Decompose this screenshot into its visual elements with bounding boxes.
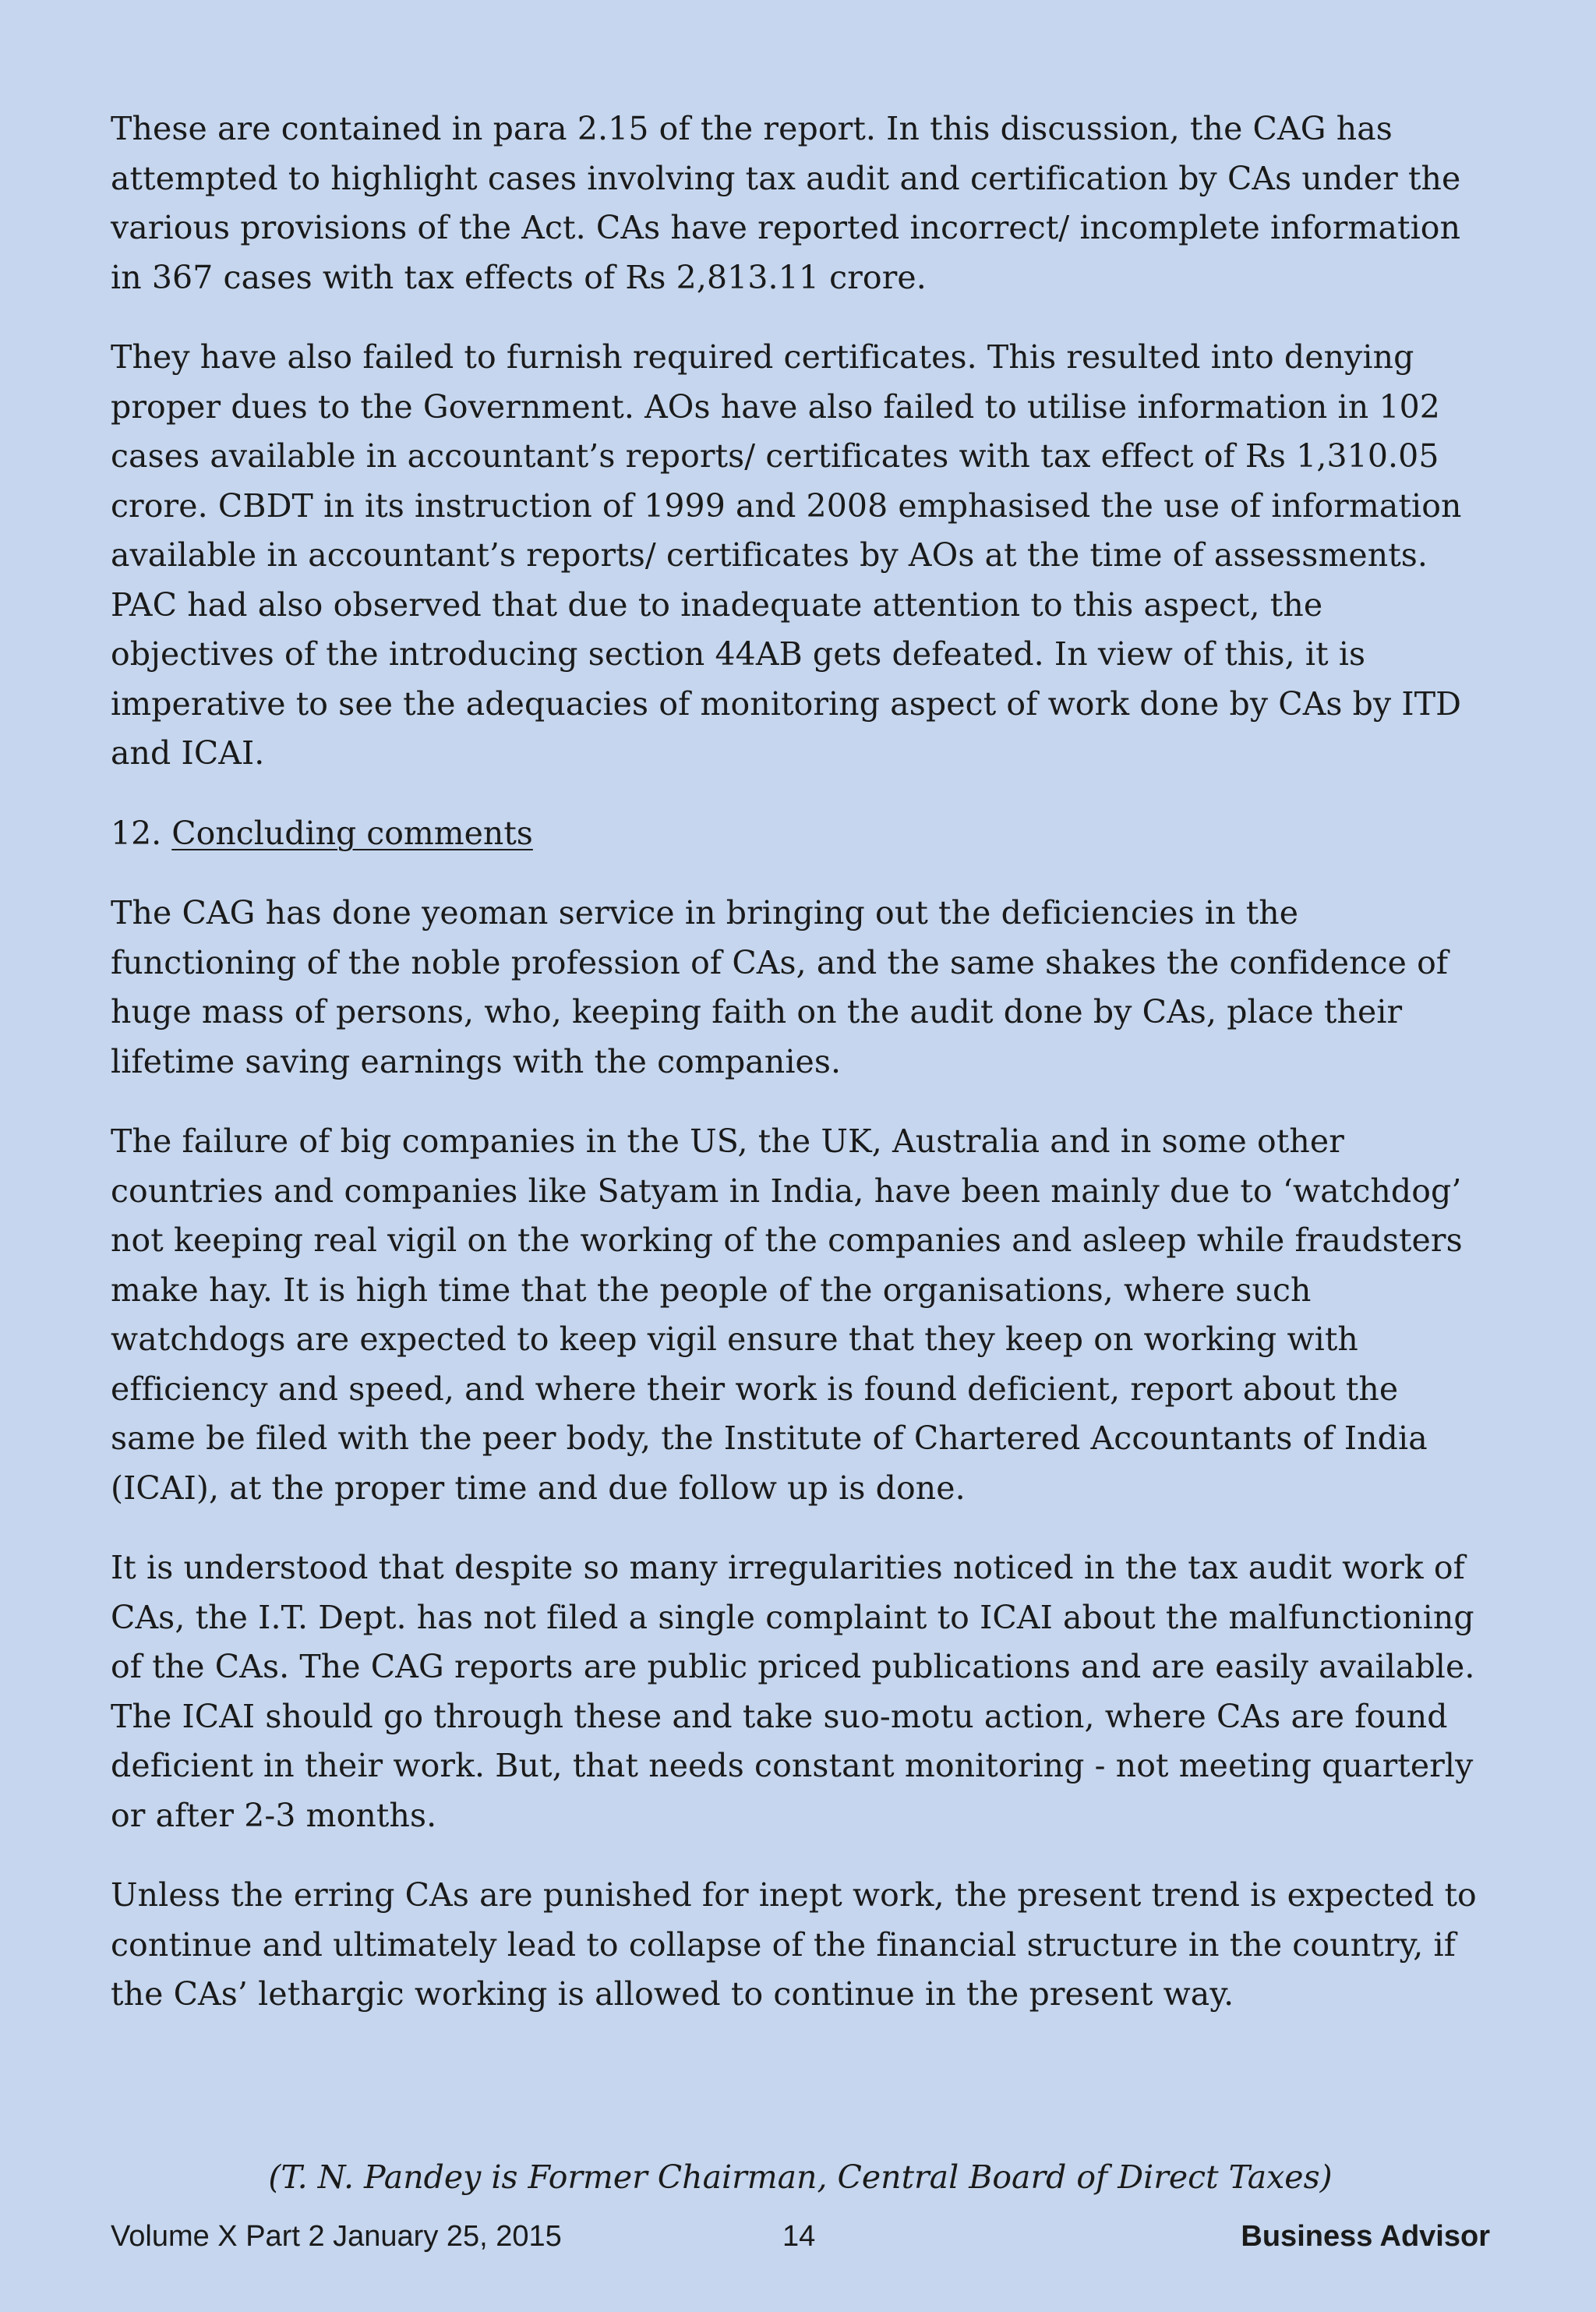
section-title: Concluding comments [171,814,533,852]
paragraph: They have also failed to furnish required certificates. This resulted into denying proper dues to the Government. AOs have also failed to utilise information in 102 cases available in accountant’s reports/ certificates with tax effect of Rs 1,310.05 crore. CBDT in its instruction of 1999 and 2008 emphasised the use of information available in accountant’s reports/ certificates by AOs at the time of assessments. PAC had also observed that due to inadequate attention to this aspect, the objectives of the introducing section 44AB gets defeated. In view of this, it is imperative to see the adequacies of monitoring aspect of work done by CAs by ITD and ICAI. [111,338,1462,772]
paragraph: The CAG has done yeoman service in bringing out the deficiencies in the functioning of the noble profession of CAs, and the same shakes the confidence of huge mass of persons, who, keeping faith on the audit done by CAs, place their lifetime saving earnings with the companies. [111,894,1449,1080]
footer-publication: Business Advisor [1241,2220,1490,2253]
footer-page-number: 14 [782,2220,816,2253]
author-byline: (T. N. Pandey is Former Chairman, Central Board of Direct Taxes) [268,2158,1333,2196]
section-heading [111,809,1490,859]
paragraph: The failure of big companies in the US, the UK, Australia and in some other countries and companies like Satyam in India, have been mainly due to ‘watchdog’ not keeping real vigil on the working of the companies and asleep while fraudsters make hay. It is high time that the people of the organisations, where such watchdogs are expected to keep vigil ensure that they keep on working with efficiency and speed, and where their work is found deficient, report about the same be filed with the peer body, the Institute of Chartered Accountants of India (ICAI), at the proper time and due follow up is done. [111,1122,1463,1507]
footer-issue: Volume X Part 2 January 25, 2015 [111,2220,562,2253]
article-body [111,104,1490,2050]
paragraph: These are contained in para 2.15 of the report. In this discussion, the CAG has attempted to highlight cases involving tax audit and certification by CAs under the various provisions of the Act. CAs have reported incorrect/ incomplete information in 367 cases with tax effects of Rs 2,813.11 crore. [111,110,1461,296]
page-footer [111,2220,1490,2259]
paragraph: Unless the erring CAs are punished for inept work, the present trend is expected to continue and ultimately lead to collapse of the financial structure in the country, if the CAs’ lethargic working is allowed to continue in the present way. [111,1876,1477,2013]
section-number: 12. [111,814,162,852]
paragraph: It is understood that despite so many irregularities noticed in the tax audit work of CAs, the I.T. Dept. has not filed a single complaint to ICAI about the malfunctioning of the CAs. The CAG reports are public priced publications and are easily available. The ICAI should go through these and take suo-motu action, where CAs are found deficient in their work. But, that needs constant monitoring - not meeting quarterly or after 2-3 months. [111,1549,1475,1834]
